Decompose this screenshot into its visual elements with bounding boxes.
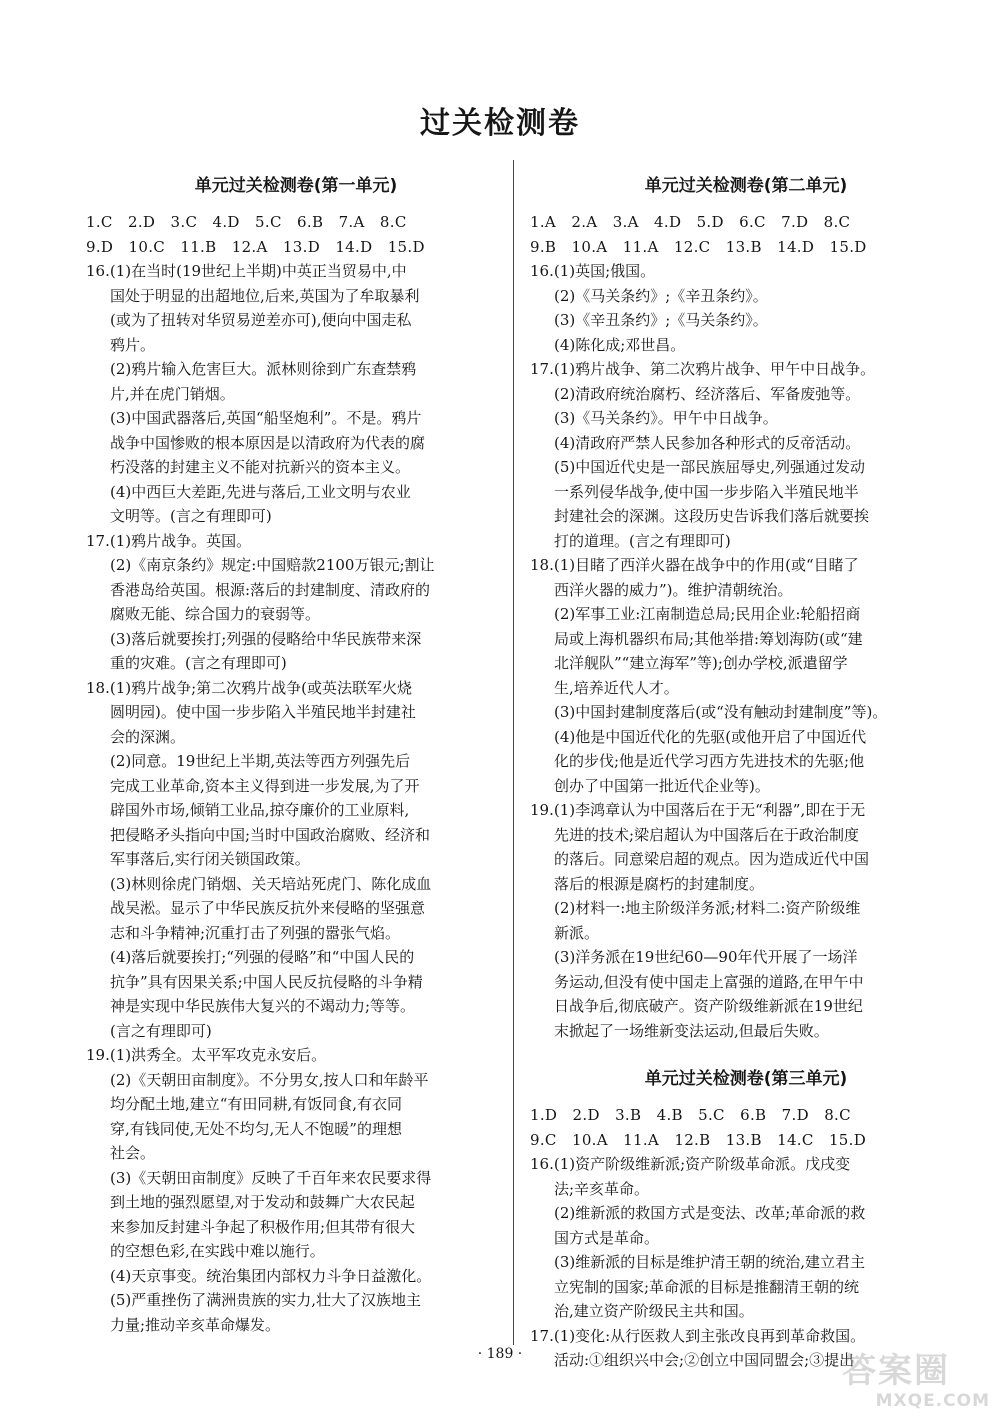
answer-line: (2)材料一:地主阶级洋务派;材料二:资产阶级维 [554,899,861,917]
answer-line: (4)落后就要挨打;“列强的侵略”和“中国人民的 [110,948,415,966]
mc-answers-unit-3 [530,1103,962,1152]
answer-line: 会的深渊。 [110,727,186,746]
answer-line: (3)中国封建制度落后(或“没有触动封建制度”等)。 [554,703,888,721]
answer-line: 力量;推动辛亥革命爆发。 [110,1315,281,1334]
mc-answer-line: 1.C 2.D 3.C 4.D 5.C 6.B 7.A 8.C [86,213,407,231]
answers-unit-1 [86,259,506,1337]
answer-line: 17.(1)鸦片战争。英国。 [86,531,252,550]
answer-line: 一系列侵华战争,使中国一步步陷入半殖民地半 [554,482,859,501]
mc-answers-unit-2 [530,210,962,259]
answer-line: 18.(1)鸦片战争;第二次鸦片战争(或英法联军火烧 [86,678,413,697]
section-title-unit-1: 单元过关检测卷(第一单元) [194,176,398,196]
answer-line: 18.(1)目睹了西洋火器在战争中的作用(或“目睹了 [530,556,859,574]
answer-line: 活动:①组织兴中会;②创立中国同盟会;③提出 [554,1351,855,1369]
answer-line: 香港岛给英国。根源:落后的封建制度、清政府的 [110,580,431,599]
answer-line: 创办了中国第一批近代企业等)。 [554,776,770,795]
answer-line: (3)中国武器落后,英国“船坚炮利”。不是。鸦片 [110,409,422,427]
answer-line: 的空想色彩,在实践中难以施行。 [110,1242,325,1260]
watermark-text: 答案圈 [842,1351,950,1391]
answer-line: 日战争后,彻底破产。资产阶级维新派在19世纪 [554,997,863,1015]
answer-line: 重的灾难。(言之有理即可) [110,654,287,672]
mc-answer-line: 1.A 2.A 3.A 4.D 5.D 6.C 7.D 8.C [530,213,851,231]
watermark-logo [842,1343,992,1413]
answer-line: 国处于明显的出超地位,后来,英国为了牟取暴利 [110,286,420,305]
answer-line: 16.(1)英国;俄国。 [530,262,656,280]
answer-line: 末掀起了一场维新变法运动,但最后失败。 [554,1021,829,1040]
answer-line: 均分配土地,建立“有田同耕,有饭同食,有衣同 [110,1095,402,1113]
answer-line: (2)清政府统治腐朽、经济落后、军备废弛等。 [554,384,861,403]
answer-line: (3)维新派的目标是维护清王朝的统治,建立君主 [554,1253,866,1271]
answer-line: (5)严重挫伤了满洲贵族的实力,壮大了汉族地主 [110,1291,422,1309]
answer-line: 17.(1)鸦片战争、第二次鸦片战争、甲午中日战争。 [530,360,876,378]
answer-line: 治,建立资产阶级民主共和国。 [554,1302,754,1320]
answer-line: 16.(1)资产阶级维新派;资产阶级革命派。戊戌变 [530,1155,851,1173]
answer-line: (3)《辛丑条约》;《马关条约》。 [554,311,768,329]
answer-line: 立宪制的国家;革命派的目标是推翻清王朝的统 [554,1277,860,1296]
answer-line: 19.(1)洪秀全。太平军攻克永安后。 [86,1046,327,1064]
answer-line: 16.(1)在当时(19世纪上半期)中英正当贸易中,中 [86,262,407,280]
mc-answers-unit-1 [86,210,506,259]
answer-line: 军事落后,实行闭关锁国政策。 [110,850,310,868]
answer-line: 辟国外市场,倾销工业品,掠夺廉价的工业原料, [110,801,410,819]
answer-line: 打的道理。(言之有理即可) [554,531,731,550]
answer-line: (2)军事工业:江南制造总局;民用企业:轮船招商 [554,605,861,623]
mc-answer-line: 9.D 10.C 11.B 12.A 13.D 14.D 15.D [86,237,425,256]
section-title-unit-3: 单元过关检测卷(第三单元) [644,1069,848,1089]
answer-line: (言之有理即可) [110,1021,212,1040]
answer-line: 神是实现中华民族伟大复兴的不竭动力;等等。 [110,997,416,1015]
answer-line: 战吴淞。显示了中华民族反抗外来侵略的坚强意 [110,899,426,917]
answer-line: 务运动,但没有使中国走上富强的道路,在甲午中 [554,972,864,991]
answer-line: 19.(1)李鸿章认为中国落后在于无“利器”,即在于无 [530,801,866,819]
answer-line: 战争中国惨败的根本原因是以清政府为代表的腐 [110,433,426,452]
answer-line: (2)《天朝田亩制度》。不分男女,按人口和年龄平 [110,1070,429,1089]
answers-unit-2 [530,259,962,1043]
watermark-url: MXQE.COM [875,1391,990,1411]
answer-line: (3)落后就要挨打;列强的侵略给中华民族带来深 [110,629,422,648]
page-title: 过关检测卷 [420,106,580,141]
answer-line: 朽没落的封建主义不能对抗新兴的资本主义。 [110,458,411,476]
page-number: · 189 · [477,1346,523,1362]
answer-line: (2)维新派的救国方式是变法、改革;革命派的救 [554,1204,866,1222]
left-column [86,168,506,1337]
answer-line: (4)他是中国近代化的先驱(或他开启了中国近代 [554,727,867,746]
answer-line: 国方式是革命。 [554,1228,660,1247]
mc-answer-line: 9.C 10.A 11.A 12.B 13.B 14.C 15.D [530,1130,867,1149]
answer-line: 先进的技术;梁启超认为中国落后在于政治制度 [554,825,860,844]
answer-line: 北洋舰队”“建立海军”等);创办学校,派遣留学 [554,654,848,672]
answer-line: (3)林则徐虎门销烟、关天培站死虎门、陈化成血 [110,874,432,893]
answer-line: (2)同意。19世纪上半期,英法等西方列强先后 [110,752,411,770]
answer-line: (3)《马关条约》。甲午中日战争。 [554,409,778,427]
answer-line: 穿,有钱同使,无处不均匀,无人不饱暖”的理想 [110,1119,402,1138]
answer-line: (2)鸦片输入危害巨大。派林则徐到广东查禁鸦 [110,360,417,378]
answer-line: 封建社会的深渊。这段历史告诉我们落后就要挨 [554,507,870,525]
answer-line: 片,并在虎门销烟。 [110,384,235,403]
answer-line: (4)天京事变。统治集团内部权力斗争日益激化。 [110,1266,432,1285]
answer-line: 抗争”具有因果关系;中国人民反抗侵略的斗争精 [110,972,423,991]
mc-answer-line: 9.B 10.A 11.A 12.C 13.B 14.D 15.D [530,237,867,256]
answer-line: (4)清政府严禁人民参加各种形式的反帝活动。 [554,433,861,452]
answer-line: 来参加反封建斗争起了积极作用;但其带有很大 [110,1217,416,1236]
answer-line: 鸦片。 [110,335,156,354]
right-column [530,168,962,1373]
answer-line: (或为了扭转对华贸易逆差亦可),便向中国走私 [110,311,412,329]
answer-line: (4)陈化成;邓世昌。 [554,335,686,354]
answer-line: 志和斗争精神;沉重打击了列强的嚣张气焰。 [110,923,401,942]
answers-unit-3 [530,1152,962,1373]
answer-line: (5)中国近代史是一部民族屈辱史,列强通过发动 [554,458,866,476]
answer-line: 西洋火器的威力”)。维护清朝统治。 [554,580,793,599]
answer-line: 生,培养近代人才。 [554,678,679,697]
column-divider [513,160,514,1345]
mc-answer-line: 1.D 2.D 3.B 4.B 5.C 6.B 7.D 8.C [530,1106,851,1124]
answer-line: (3)《天朝田亩制度》反映了千百年来农民要求得 [110,1168,432,1187]
answer-line: 法;辛亥革命。 [554,1179,650,1198]
answer-line: 落后的根源是腐朽的封建制度。 [554,874,765,893]
answer-line: 社会。 [110,1144,156,1162]
answer-line: 腐败无能、综合国力的衰弱等。 [110,605,321,623]
answer-line: 新派。 [554,923,600,942]
answer-line: (2)《马关条约》;《辛丑条约》。 [554,286,768,305]
answer-line: (3)洋务派在19世纪60—90年代开展了一场洋 [554,948,858,966]
section-title-unit-2: 单元过关检测卷(第二单元) [644,176,848,196]
answer-line: 局或上海机器织布局;其他举措:筹划海防(或“建 [554,629,863,648]
answer-line: (2)《南京条约》规定:中国赔款2100万银元;割让 [110,556,435,574]
answer-line: 17.(1)变化:从行医救人到主张改良再到革命救国。 [530,1326,866,1345]
answer-line: 化的步伐;他是近代学习西方先进技术的先驱;他 [554,752,865,770]
answer-line: 圆明园)。使中国一步步陷入半殖民地半封建社 [110,703,416,721]
answer-line: 完成工业革命,资本主义得到进一步发展,为了开 [110,776,420,795]
answer-line: 文明等。(言之有理即可) [110,507,272,525]
answer-line: (4)中西巨大差距,先进与落后,工业文明与农业 [110,482,411,501]
answer-line: 的落后。同意梁启超的观点。因为造成近代中国 [554,850,870,868]
answer-line: 到土地的强烈愿望,对于发动和鼓舞广大农民起 [110,1193,415,1211]
answer-line: 把侵略矛头指向中国;当时中国政治腐败、经济和 [110,825,431,844]
